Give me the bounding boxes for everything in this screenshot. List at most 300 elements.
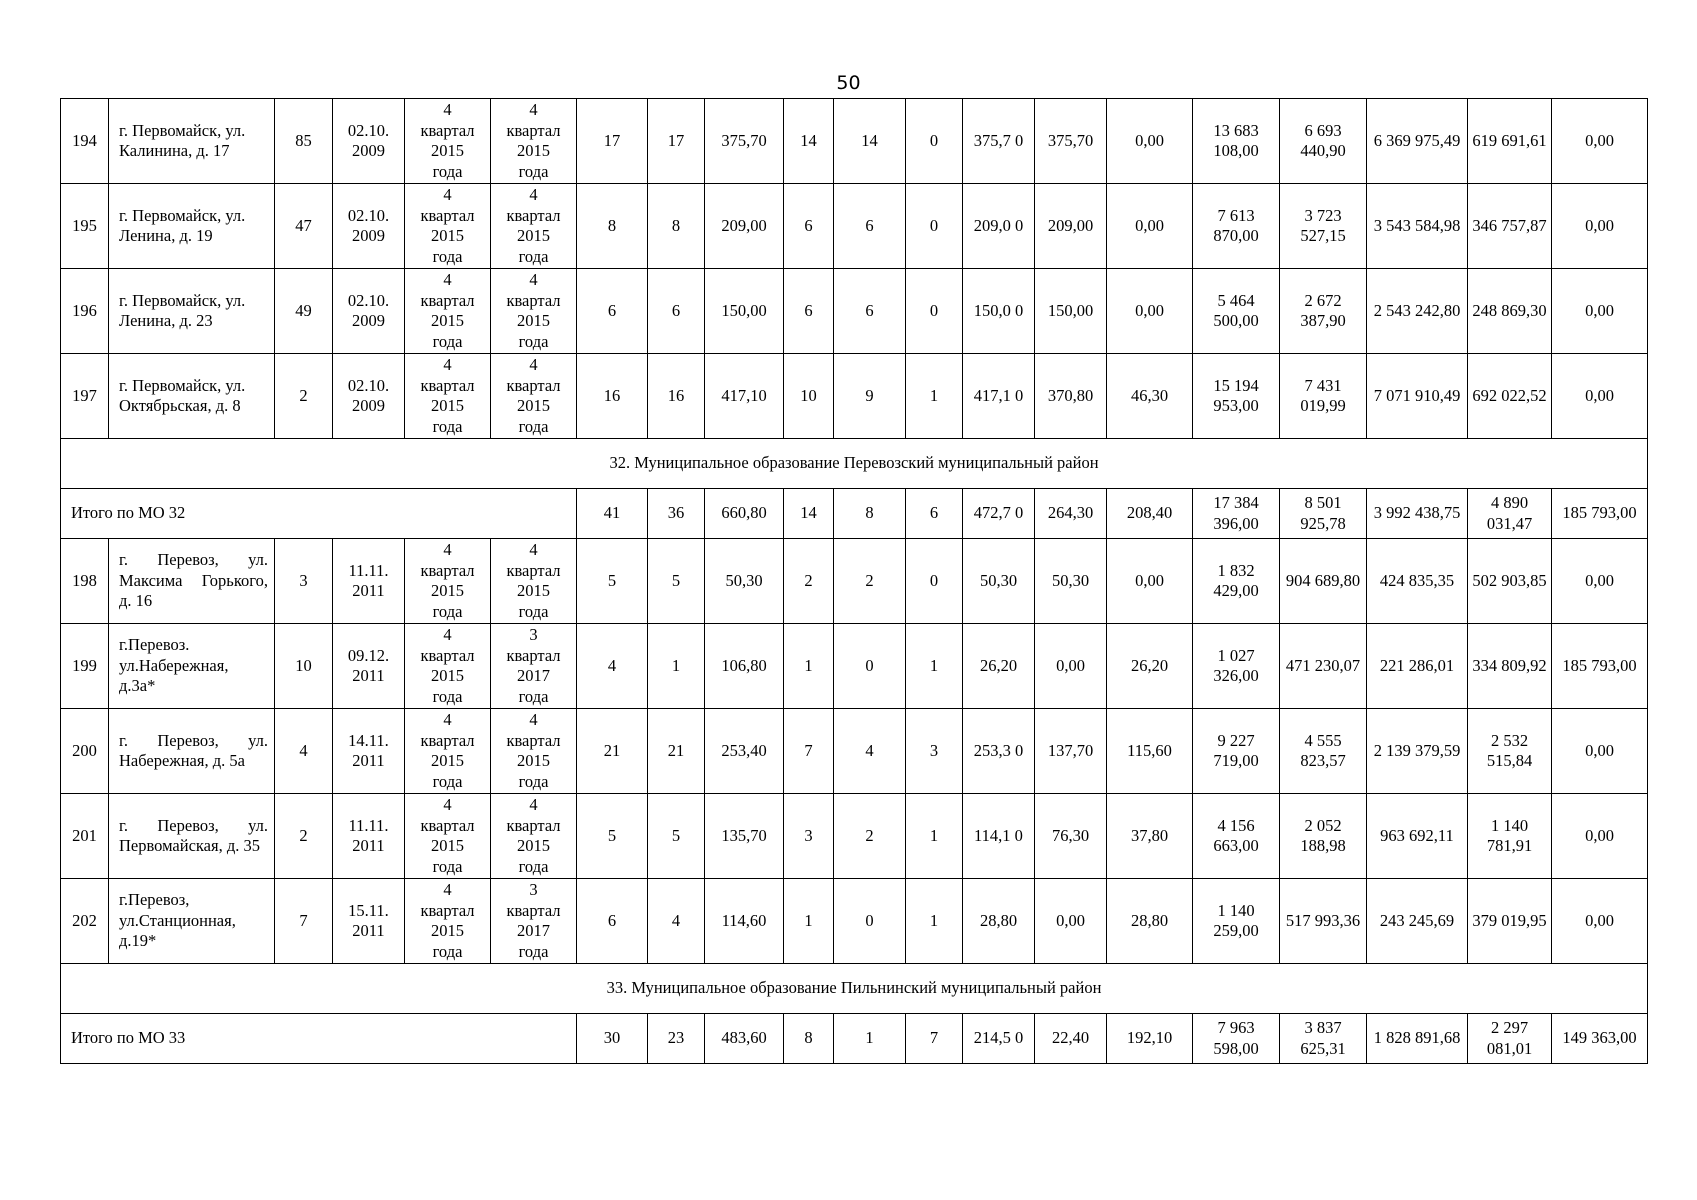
owners-municipal: 4 <box>834 709 906 794</box>
actual-quarter-line: квартал <box>506 290 561 310</box>
cost-total: 15 194 953,00 <box>1193 354 1280 439</box>
region-share: 221 286,01 <box>1367 624 1468 709</box>
area-total: 135,70 <box>705 794 784 879</box>
actual-quarter-line: 3 <box>529 625 538 644</box>
region-share: 2 139 379,59 <box>1367 709 1468 794</box>
area-municipal: 150,00 <box>1035 269 1107 354</box>
extra-funds: 0,00 <box>1552 269 1648 354</box>
region-share: 6 369 975,49 <box>1367 99 1468 184</box>
flats-total: 5 <box>577 794 648 879</box>
residents-count: 2 <box>275 354 333 439</box>
actual-quarter-line: года <box>518 331 549 351</box>
planned-quarter <box>405 354 491 439</box>
actual-quarter <box>491 269 577 354</box>
local-share: 619 691,61 <box>1468 99 1552 184</box>
planned-quarter-line: 4 <box>443 880 452 899</box>
row-number: 197 <box>61 354 109 439</box>
owners-total: 6 <box>784 269 834 354</box>
row-number: 195 <box>61 184 109 269</box>
emergency-date: 02.10. 2009 <box>333 184 405 269</box>
total-label: Итого по МО 33 <box>61 1014 577 1064</box>
area-municipal: 50,30 <box>1035 539 1107 624</box>
area-private: 46,30 <box>1107 354 1193 439</box>
owners-total: 7 <box>784 709 834 794</box>
area-private: 26,20 <box>1107 624 1193 709</box>
emergency-date: 14.11. 2011 <box>333 709 405 794</box>
region-share: 424 835,35 <box>1367 539 1468 624</box>
total-area-total: 483,60 <box>705 1014 784 1064</box>
total-flats-resettled: 23 <box>648 1014 705 1064</box>
fund-share: 904 689,80 <box>1280 539 1367 624</box>
fund-share: 2 672 387,90 <box>1280 269 1367 354</box>
emergency-date: 11.11. 2011 <box>333 794 405 879</box>
flats-total: 6 <box>577 879 648 964</box>
area-resettled: 50,30 <box>963 539 1035 624</box>
actual-quarter-line: 3 <box>529 880 538 899</box>
total-owners-total: 8 <box>784 1014 834 1064</box>
table-row <box>61 269 1648 354</box>
planned-quarter <box>405 269 491 354</box>
total-owners-municipal: 8 <box>834 489 906 539</box>
emergency-date: 02.10. 2009 <box>333 99 405 184</box>
residents-count: 47 <box>275 184 333 269</box>
total-area-municipal: 264,30 <box>1035 489 1107 539</box>
area-total: 209,00 <box>705 184 784 269</box>
fund-share: 4 555 823,57 <box>1280 709 1367 794</box>
area-municipal: 137,70 <box>1035 709 1107 794</box>
owners-private: 1 <box>906 879 963 964</box>
total-cost-total: 17 384 396,00 <box>1193 489 1280 539</box>
cost-total: 1 140 259,00 <box>1193 879 1280 964</box>
residents-count: 10 <box>275 624 333 709</box>
owners-total: 2 <box>784 539 834 624</box>
actual-quarter-line: 4 <box>529 710 538 729</box>
area-municipal: 0,00 <box>1035 879 1107 964</box>
flats-total: 21 <box>577 709 648 794</box>
actual-quarter-line: квартал <box>506 120 561 140</box>
section-header-row <box>61 964 1648 1014</box>
flats-total: 8 <box>577 184 648 269</box>
planned-quarter-line: года <box>432 601 463 621</box>
actual-quarter <box>491 354 577 439</box>
planned-quarter-line: года <box>432 686 463 706</box>
house-address: г. Перевоз, ул. Набережная, д. 5а <box>109 709 275 794</box>
emergency-date: 02.10. 2009 <box>333 269 405 354</box>
planned-quarter-line: 2015 <box>431 141 464 160</box>
house-address: г. Первомайск, ул. Ленина, д. 23 <box>109 269 275 354</box>
planned-quarter-line: квартал <box>420 205 475 225</box>
area-total: 417,10 <box>705 354 784 439</box>
table-row <box>61 354 1648 439</box>
area-total: 106,80 <box>705 624 784 709</box>
total-local-share: 2 297 081,01 <box>1468 1014 1552 1064</box>
region-share: 7 071 910,49 <box>1367 354 1468 439</box>
total-fund-share: 3 837 625,31 <box>1280 1014 1367 1064</box>
row-number: 201 <box>61 794 109 879</box>
total-row <box>61 1014 1648 1064</box>
owners-private: 0 <box>906 184 963 269</box>
cost-total: 4 156 663,00 <box>1193 794 1280 879</box>
total-area-private: 208,40 <box>1107 489 1193 539</box>
owners-municipal: 9 <box>834 354 906 439</box>
region-share: 2 543 242,80 <box>1367 269 1468 354</box>
total-owners-municipal: 1 <box>834 1014 906 1064</box>
table-row <box>61 99 1648 184</box>
house-address: г.Перевоз. ул.Набережная, д.3а* <box>109 624 275 709</box>
flats-resettled: 5 <box>648 539 705 624</box>
total-label: Итого по МО 32 <box>61 489 577 539</box>
house-address: г. Первомайск, ул. Калинина, д. 17 <box>109 99 275 184</box>
cost-total: 9 227 719,00 <box>1193 709 1280 794</box>
area-total: 50,30 <box>705 539 784 624</box>
area-private: 28,80 <box>1107 879 1193 964</box>
actual-quarter-line: 2015 <box>517 751 550 770</box>
actual-quarter-line: 4 <box>529 185 538 204</box>
actual-quarter-line: года <box>518 246 549 266</box>
area-private: 0,00 <box>1107 184 1193 269</box>
local-share: 502 903,85 <box>1468 539 1552 624</box>
actual-quarter-line: 2017 <box>517 921 550 940</box>
planned-quarter-line: года <box>432 771 463 791</box>
actual-quarter <box>491 709 577 794</box>
total-area-resettled: 214,5 0 <box>963 1014 1035 1064</box>
actual-quarter-line: квартал <box>506 815 561 835</box>
local-share: 248 869,30 <box>1468 269 1552 354</box>
planned-quarter-line: года <box>432 161 463 181</box>
resettlement-table <box>60 98 1648 1064</box>
area-total: 150,00 <box>705 269 784 354</box>
owners-private: 1 <box>906 794 963 879</box>
total-extra-funds: 185 793,00 <box>1552 489 1648 539</box>
area-municipal: 76,30 <box>1035 794 1107 879</box>
residents-count: 7 <box>275 879 333 964</box>
residents-count: 3 <box>275 539 333 624</box>
planned-quarter-line: квартал <box>420 120 475 140</box>
area-resettled: 114,1 0 <box>963 794 1035 879</box>
actual-quarter-line: 4 <box>529 795 538 814</box>
area-municipal: 209,00 <box>1035 184 1107 269</box>
planned-quarter-line: квартал <box>420 730 475 750</box>
planned-quarter-line: 4 <box>443 355 452 374</box>
table-row <box>61 709 1648 794</box>
total-area-total: 660,80 <box>705 489 784 539</box>
extra-funds: 0,00 <box>1552 354 1648 439</box>
actual-quarter-line: квартал <box>506 645 561 665</box>
actual-quarter <box>491 879 577 964</box>
planned-quarter-line: 2015 <box>431 396 464 415</box>
extra-funds: 0,00 <box>1552 184 1648 269</box>
house-address: г.Перевоз, ул.Станционная, д.19* <box>109 879 275 964</box>
region-share: 963 692,11 <box>1367 794 1468 879</box>
planned-quarter <box>405 879 491 964</box>
region-share: 243 245,69 <box>1367 879 1468 964</box>
actual-quarter-line: года <box>518 416 549 436</box>
planned-quarter-line: 4 <box>443 795 452 814</box>
extra-funds: 0,00 <box>1552 794 1648 879</box>
table-row <box>61 624 1648 709</box>
planned-quarter-line: 4 <box>443 100 452 119</box>
planned-quarter-line: 2015 <box>431 836 464 855</box>
fund-share: 7 431 019,99 <box>1280 354 1367 439</box>
section-header-row <box>61 439 1648 489</box>
area-private: 37,80 <box>1107 794 1193 879</box>
owners-municipal: 2 <box>834 794 906 879</box>
total-area-private: 192,10 <box>1107 1014 1193 1064</box>
cost-total: 13 683 108,00 <box>1193 99 1280 184</box>
residents-count: 2 <box>275 794 333 879</box>
cost-total: 7 613 870,00 <box>1193 184 1280 269</box>
local-share: 346 757,87 <box>1468 184 1552 269</box>
residents-count: 4 <box>275 709 333 794</box>
planned-quarter <box>405 539 491 624</box>
area-municipal: 370,80 <box>1035 354 1107 439</box>
area-municipal: 375,70 <box>1035 99 1107 184</box>
owners-municipal: 0 <box>834 879 906 964</box>
planned-quarter-line: 2015 <box>431 666 464 685</box>
area-private: 115,60 <box>1107 709 1193 794</box>
area-resettled: 375,7 0 <box>963 99 1035 184</box>
flats-total: 17 <box>577 99 648 184</box>
total-area-municipal: 22,40 <box>1035 1014 1107 1064</box>
area-resettled: 150,0 0 <box>963 269 1035 354</box>
owners-private: 1 <box>906 354 963 439</box>
fund-share: 6 693 440,90 <box>1280 99 1367 184</box>
area-resettled: 28,80 <box>963 879 1035 964</box>
planned-quarter-line: 4 <box>443 270 452 289</box>
total-row <box>61 489 1648 539</box>
cost-total: 1 832 429,00 <box>1193 539 1280 624</box>
table-row <box>61 879 1648 964</box>
area-resettled: 253,3 0 <box>963 709 1035 794</box>
actual-quarter-line: квартал <box>506 560 561 580</box>
planned-quarter <box>405 624 491 709</box>
planned-quarter-line: квартал <box>420 645 475 665</box>
flats-resettled: 8 <box>648 184 705 269</box>
local-share: 692 022,52 <box>1468 354 1552 439</box>
total-fund-share: 8 501 925,78 <box>1280 489 1367 539</box>
owners-municipal: 14 <box>834 99 906 184</box>
emergency-date: 15.11. 2011 <box>333 879 405 964</box>
total-owners-private: 7 <box>906 1014 963 1064</box>
actual-quarter <box>491 624 577 709</box>
flats-resettled: 16 <box>648 354 705 439</box>
planned-quarter-line: 2015 <box>431 581 464 600</box>
table-row <box>61 184 1648 269</box>
planned-quarter <box>405 794 491 879</box>
actual-quarter-line: квартал <box>506 900 561 920</box>
owners-total: 6 <box>784 184 834 269</box>
total-flats-total: 30 <box>577 1014 648 1064</box>
owners-private: 0 <box>906 269 963 354</box>
extra-funds: 0,00 <box>1552 879 1648 964</box>
planned-quarter <box>405 184 491 269</box>
flats-total: 4 <box>577 624 648 709</box>
actual-quarter <box>491 99 577 184</box>
actual-quarter-line: года <box>518 686 549 706</box>
actual-quarter-line: 2015 <box>517 311 550 330</box>
actual-quarter-line: года <box>518 161 549 181</box>
total-owners-total: 14 <box>784 489 834 539</box>
total-cost-total: 7 963 598,00 <box>1193 1014 1280 1064</box>
emergency-date: 02.10. 2009 <box>333 354 405 439</box>
planned-quarter-line: 2015 <box>431 311 464 330</box>
owners-private: 1 <box>906 624 963 709</box>
planned-quarter-line: квартал <box>420 900 475 920</box>
flats-total: 16 <box>577 354 648 439</box>
row-number: 194 <box>61 99 109 184</box>
residents-count: 49 <box>275 269 333 354</box>
planned-quarter-line: года <box>432 941 463 961</box>
flats-resettled: 6 <box>648 269 705 354</box>
row-number: 202 <box>61 879 109 964</box>
planned-quarter-line: года <box>432 856 463 876</box>
area-resettled: 417,1 0 <box>963 354 1035 439</box>
flats-resettled: 1 <box>648 624 705 709</box>
section-title: 33. Муниципальное образование Пильнинский муниципальный район <box>61 964 1648 1014</box>
page-number: 50 <box>836 72 861 94</box>
house-address: г. Первомайск, ул. Ленина, д. 19 <box>109 184 275 269</box>
region-share: 3 543 584,98 <box>1367 184 1468 269</box>
total-owners-private: 6 <box>906 489 963 539</box>
flats-total: 5 <box>577 539 648 624</box>
house-address: г. Перевоз, ул. Первомайская, д. 35 <box>109 794 275 879</box>
section-title: 32. Муниципальное образование Перевозский муниципальный район <box>61 439 1648 489</box>
owners-total: 1 <box>784 879 834 964</box>
extra-funds: 185 793,00 <box>1552 624 1648 709</box>
area-private: 0,00 <box>1107 539 1193 624</box>
actual-quarter <box>491 184 577 269</box>
local-share: 2 532 515,84 <box>1468 709 1552 794</box>
actual-quarter-line: 2017 <box>517 666 550 685</box>
actual-quarter-line: квартал <box>506 375 561 395</box>
local-share: 1 140 781,91 <box>1468 794 1552 879</box>
owners-private: 0 <box>906 99 963 184</box>
row-number: 200 <box>61 709 109 794</box>
fund-share: 517 993,36 <box>1280 879 1367 964</box>
owners-total: 10 <box>784 354 834 439</box>
table-row <box>61 794 1648 879</box>
area-resettled: 209,0 0 <box>963 184 1035 269</box>
area-total: 253,40 <box>705 709 784 794</box>
owners-total: 1 <box>784 624 834 709</box>
flats-resettled: 4 <box>648 879 705 964</box>
total-region-share: 1 828 891,68 <box>1367 1014 1468 1064</box>
flats-resettled: 21 <box>648 709 705 794</box>
row-number: 198 <box>61 539 109 624</box>
actual-quarter-line: квартал <box>506 205 561 225</box>
house-address: г. Перевоз, ул. Максима Горького, д. 16 <box>109 539 275 624</box>
actual-quarter-line: года <box>518 941 549 961</box>
flats-total: 6 <box>577 269 648 354</box>
owners-total: 3 <box>784 794 834 879</box>
owners-total: 14 <box>784 99 834 184</box>
cost-total: 5 464 500,00 <box>1193 269 1280 354</box>
actual-quarter-line: года <box>518 771 549 791</box>
total-extra-funds: 149 363,00 <box>1552 1014 1648 1064</box>
area-municipal: 0,00 <box>1035 624 1107 709</box>
total-flats-total: 41 <box>577 489 648 539</box>
house-address: г. Первомайск, ул. Октябрьская, д. 8 <box>109 354 275 439</box>
row-number: 199 <box>61 624 109 709</box>
area-total: 114,60 <box>705 879 784 964</box>
planned-quarter-line: 2015 <box>431 751 464 770</box>
table-row <box>61 539 1648 624</box>
owners-municipal: 6 <box>834 184 906 269</box>
actual-quarter-line: 2015 <box>517 396 550 415</box>
owners-municipal: 0 <box>834 624 906 709</box>
planned-quarter-line: 4 <box>443 710 452 729</box>
actual-quarter-line: 4 <box>529 270 538 289</box>
planned-quarter-line: квартал <box>420 375 475 395</box>
planned-quarter-line: 2015 <box>431 921 464 940</box>
actual-quarter-line: года <box>518 856 549 876</box>
extra-funds: 0,00 <box>1552 539 1648 624</box>
planned-quarter <box>405 99 491 184</box>
fund-share: 471 230,07 <box>1280 624 1367 709</box>
area-total: 375,70 <box>705 99 784 184</box>
extra-funds: 0,00 <box>1552 709 1648 794</box>
total-local-share: 4 890 031,47 <box>1468 489 1552 539</box>
planned-quarter-line: 2015 <box>431 226 464 245</box>
cost-total: 1 027 326,00 <box>1193 624 1280 709</box>
actual-quarter <box>491 539 577 624</box>
total-flats-resettled: 36 <box>648 489 705 539</box>
actual-quarter-line: 4 <box>529 355 538 374</box>
extra-funds: 0,00 <box>1552 99 1648 184</box>
total-region-share: 3 992 438,75 <box>1367 489 1468 539</box>
fund-share: 3 723 527,15 <box>1280 184 1367 269</box>
actual-quarter <box>491 794 577 879</box>
local-share: 379 019,95 <box>1468 879 1552 964</box>
area-resettled: 26,20 <box>963 624 1035 709</box>
area-private: 0,00 <box>1107 99 1193 184</box>
row-number: 196 <box>61 269 109 354</box>
flats-resettled: 17 <box>648 99 705 184</box>
actual-quarter-line: 2015 <box>517 581 550 600</box>
planned-quarter-line: 4 <box>443 625 452 644</box>
actual-quarter-line: 2015 <box>517 836 550 855</box>
actual-quarter-line: 4 <box>529 100 538 119</box>
actual-quarter-line: 4 <box>529 540 538 559</box>
owners-private: 0 <box>906 539 963 624</box>
planned-quarter-line: квартал <box>420 290 475 310</box>
area-private: 0,00 <box>1107 269 1193 354</box>
actual-quarter-line: 2015 <box>517 226 550 245</box>
table-body <box>61 99 1648 1064</box>
planned-quarter-line: года <box>432 246 463 266</box>
owners-municipal: 2 <box>834 539 906 624</box>
planned-quarter-line: года <box>432 331 463 351</box>
planned-quarter-line: квартал <box>420 560 475 580</box>
residents-count: 85 <box>275 99 333 184</box>
planned-quarter-line: 4 <box>443 540 452 559</box>
planned-quarter-line: года <box>432 416 463 436</box>
fund-share: 2 052 188,98 <box>1280 794 1367 879</box>
owners-private: 3 <box>906 709 963 794</box>
flats-resettled: 5 <box>648 794 705 879</box>
emergency-date: 11.11. 2011 <box>333 539 405 624</box>
actual-quarter-line: года <box>518 601 549 621</box>
owners-municipal: 6 <box>834 269 906 354</box>
planned-quarter-line: 4 <box>443 185 452 204</box>
local-share: 334 809,92 <box>1468 624 1552 709</box>
emergency-date: 09.12. 2011 <box>333 624 405 709</box>
total-area-resettled: 472,7 0 <box>963 489 1035 539</box>
planned-quarter-line: квартал <box>420 815 475 835</box>
planned-quarter <box>405 709 491 794</box>
actual-quarter-line: 2015 <box>517 141 550 160</box>
actual-quarter-line: квартал <box>506 730 561 750</box>
